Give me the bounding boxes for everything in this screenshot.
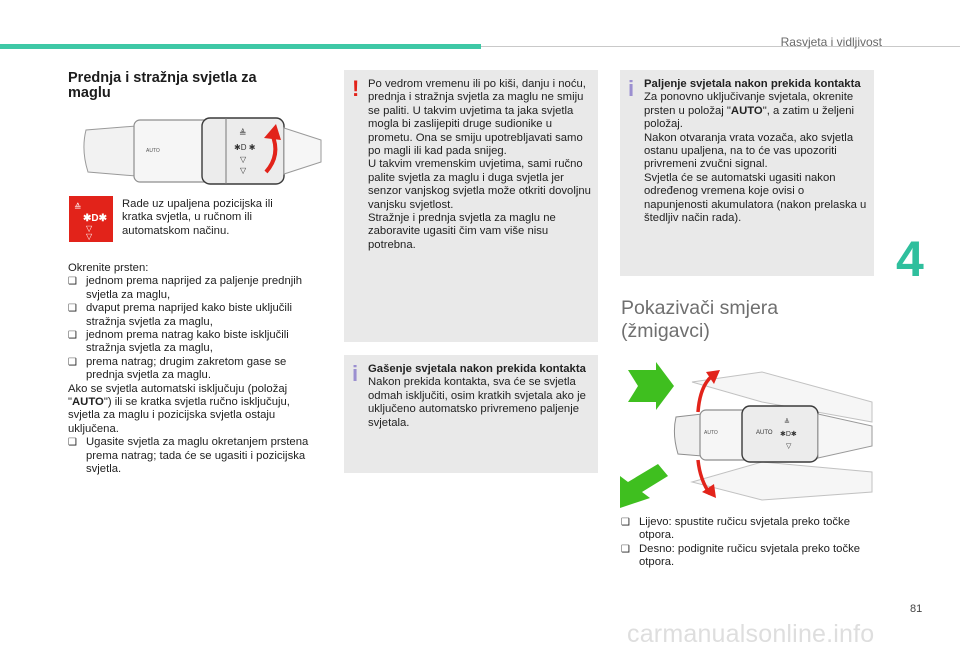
warning-text: Po vedrom vremenu ili po kiši, danju i noću, prednja i stražnja svjetla za maglu ne smiju se paliti. U takvim uvjetima ta jaka svjetla mogla bi zaslijepiti druge sudionike u prometu. Ona se smiju upotrebljavati samo po magli ili kad pada snijeg. bbox=[368, 78, 586, 158]
info-text: Svjetla će se automatski ugasiti nakon određenog vremena koje ovisi o napunjenosti akumulatora (nakon prelaska u štedljiv način rada). bbox=[644, 171, 867, 225]
chapter-number: 4 bbox=[896, 231, 924, 287]
svg-text:≜: ≜ bbox=[239, 128, 247, 138]
list-item: ❑ prema natrag; drugim zakretom gase se prednja svjetla za maglu. bbox=[68, 355, 287, 382]
svg-text:▽: ▽ bbox=[240, 155, 247, 164]
warning-text: Stražnje i prednja svjetla za maglu ne zaboravite ugasiti čim vam više nisu potrebna. bbox=[368, 212, 556, 251]
list-item: ❑ jednom prema naprijed za paljenje prednjih svjetla za maglu, bbox=[68, 275, 303, 301]
header-accent-bar bbox=[0, 44, 481, 49]
watermark: carmanualsonline.info bbox=[627, 620, 875, 648]
svg-text:▽: ▽ bbox=[86, 224, 93, 233]
bullet-icon: ❑ bbox=[68, 356, 77, 368]
svg-text:✱D ✱: ✱D ✱ bbox=[234, 143, 256, 152]
svg-text:▽: ▽ bbox=[240, 166, 247, 175]
info-text: Za ponovno uključivanje svjetala, okrenite prsten u položaj "AUTO", a zatim u željeni položaj. bbox=[644, 91, 855, 131]
fog-icon-note: Rade uz upaljena pozicijska ili kratka svjetla, u ručnom ili automatskom načinu. bbox=[122, 198, 273, 237]
list-item: ❑ dvaput prema naprijed kako biste uključili stražnja svjetla za maglu, bbox=[68, 302, 292, 328]
info-title: Paljenje svjetala nakon prekida kontakta bbox=[644, 78, 861, 90]
section-title-fog-lights: Prednja i stražnja svjetla za maglu bbox=[68, 70, 257, 101]
svg-text:▽: ▽ bbox=[86, 232, 93, 241]
list-item: ❑ Lijevo: spustite ručicu svjetala preko točke otpora. bbox=[621, 516, 850, 542]
fog-light-warning-icon bbox=[69, 196, 113, 242]
indicator-stalk-illustration bbox=[672, 362, 882, 507]
warning-panel bbox=[344, 70, 598, 342]
svg-text:≜: ≜ bbox=[784, 419, 790, 426]
bullet-icon: ❑ bbox=[68, 330, 77, 342]
info-text: Nakon prekida kontakta, sva će se svjetla odmah isključiti, osim kratkih svjetala ako je uključeno automatsko privremeno paljenje svjetala. bbox=[368, 376, 586, 429]
indicator-instructions bbox=[621, 516, 876, 570]
bullet-icon: ❑ bbox=[621, 517, 630, 528]
section-title-indicators: Pokazivači smjera (žmigavci) bbox=[621, 297, 779, 342]
info-icon: i bbox=[352, 361, 359, 386]
bullet-icon: ❑ bbox=[621, 543, 630, 555]
arrow-left-icon bbox=[618, 462, 674, 510]
info-panel-switch-on bbox=[620, 70, 874, 276]
info-panel-switch-off bbox=[344, 355, 598, 473]
stalk-auto-label: AUTO bbox=[146, 148, 160, 154]
stalk-auto-label: AUTO bbox=[704, 430, 718, 436]
page-number: 81 bbox=[910, 603, 923, 615]
bullet-icon: ❑ bbox=[68, 437, 77, 449]
info-title: Gašenje svjetala nakon prekida kontakta bbox=[368, 363, 586, 375]
warning-text: U takvim vremenskim uvjetima, sami ručno palite svjetla za maglu i duga svjetla jer senzor vanjskog svjetla može otkriti dovoljnu vanjsku svjetlost. bbox=[368, 158, 591, 211]
fog-light-stalk-illustration bbox=[76, 110, 326, 192]
warning-exclamation-icon: ! bbox=[352, 76, 360, 101]
list-item: ❑ jednom prema natrag kako biste isključili stražnja svjetla za maglu, bbox=[68, 329, 289, 355]
arrow-right-icon bbox=[618, 362, 674, 410]
bullet-icon: ❑ bbox=[68, 303, 77, 315]
list-item: ❑ Ugasite svjetla za maglu okretanjem prstena prema natrag; tada će se ugasiti i pozicijska svjetla. bbox=[68, 436, 309, 476]
info-text: Nakon otvaranja vrata vozača, ako svjetla ostanu upaljena, na to će vas upozoriti privremeni zvučni signal. bbox=[644, 131, 854, 171]
header-rule bbox=[481, 46, 960, 47]
list-item: ❑ Desno: podignite ručicu svjetala preko točke otpora. bbox=[621, 542, 861, 569]
fog-instructions bbox=[68, 262, 313, 477]
svg-text:AUTO: AUTO bbox=[756, 430, 773, 436]
svg-text:≙: ≙ bbox=[74, 202, 82, 212]
auto-paragraph: Ako se svjetla automatski isključuju (položaj "AUTO") ili se kratka svjetla ručno isključuju, svjetla za maglu i pozicijska svjetla ostaju uključena. bbox=[68, 382, 290, 435]
svg-text:▽: ▽ bbox=[786, 443, 792, 450]
intro-text: Okrenite prsten: bbox=[68, 262, 149, 274]
svg-text:✱D✱: ✱D✱ bbox=[780, 431, 797, 438]
svg-text:✱D✱: ✱D✱ bbox=[83, 213, 107, 224]
info-icon: i bbox=[628, 76, 635, 101]
bullet-icon: ❑ bbox=[68, 276, 77, 288]
chapter-title: Rasvjeta i vidljivost bbox=[780, 35, 882, 49]
